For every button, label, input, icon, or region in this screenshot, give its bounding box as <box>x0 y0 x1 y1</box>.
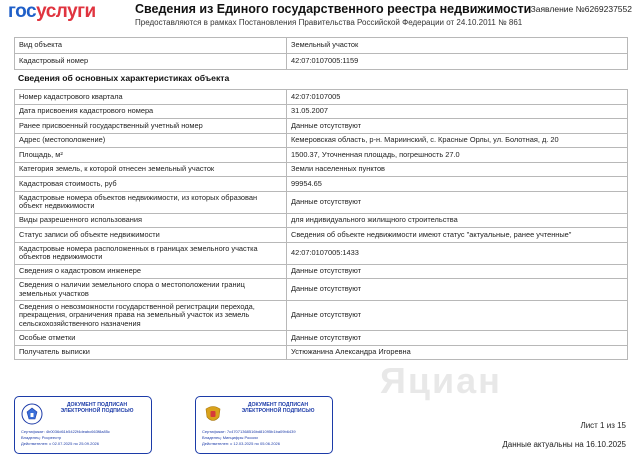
stamp-certificate: Сертификат: 4b0036d61b5422f4deabc663f8a85c <box>21 429 110 434</box>
table-row <box>15 279 628 301</box>
row-label: Площадь, м² <box>15 148 287 163</box>
watermark: Яциан <box>380 360 502 401</box>
table-row <box>15 104 628 119</box>
row-value: 31.05.2007 <box>287 104 628 119</box>
row-value: Устюжанина Александра Игоревна <box>287 345 628 360</box>
row-value: Сведения об объекте недвижимости имеют статус "актуальные, ранее учтенные" <box>287 228 628 243</box>
table-row <box>15 242 628 264</box>
row-value: Земли населенных пунктов <box>287 162 628 177</box>
data-actual-date: Данные актуальны на 16.10.2025 <box>502 440 626 449</box>
row-label: Кадастровые номера объектов недвижимости, из которых образован объект недвижимости <box>15 191 287 213</box>
row-label: Ранее присвоенный государственный учетный номер <box>15 119 287 134</box>
row-label: Получатель выписки <box>15 345 287 360</box>
logo-part-gos: гос <box>8 1 37 22</box>
section-title: Сведения об основных характеристиках объекта <box>18 73 230 83</box>
document-title: Сведения из Единого государственного реестра недвижимости <box>135 2 532 16</box>
row-value: Данные отсутствуют <box>287 331 628 346</box>
row-label: Статус записи об объекте недвижимости <box>15 228 287 243</box>
rosreestr-emblem-icon <box>21 403 43 425</box>
table-row <box>15 162 628 177</box>
row-value: 42:07:0107005 <box>287 90 628 105</box>
row-value: 1500.37, Уточненная площадь, погрешность 27.0 <box>287 148 628 163</box>
row-label: Сведения о наличии земельного спора о местоположении границ земельных участков <box>15 279 287 301</box>
row-value: 42:07:0107005:1159 <box>287 54 628 70</box>
row-label: Адрес (местоположение) <box>15 133 287 148</box>
row-label: Категория земель, к которой отнесен земельный участок <box>15 162 287 177</box>
row-value: Данные отсутствуют <box>287 279 628 301</box>
row-value: Данные отсутствуют <box>287 264 628 279</box>
stamp-validity: Действителен: с 12.03.2025 по 05.06.2026 <box>202 441 280 446</box>
stamp-owner: Владелец: Росреестр <box>21 435 62 440</box>
row-value: Кемеровская область, р-н. Мариинский, с. Красные Орлы, ул. Болотная, д. 20 <box>287 133 628 148</box>
table-row <box>15 331 628 346</box>
row-value: Данные отсутствуют <box>287 191 628 213</box>
row-label: Дата присвоения кадастрового номера <box>15 104 287 119</box>
row-label: Кадастровые номера расположенных в границах земельного участка объектов недвижимости <box>15 242 287 264</box>
row-value: 99954.65 <box>287 177 628 192</box>
stamp-certificate: Сертификат: 7c47071368516bd81095b1ba09b6439 <box>202 429 296 434</box>
row-value: Данные отсутствуют <box>287 119 628 134</box>
table-row <box>15 54 628 70</box>
characteristics-table <box>14 89 628 360</box>
table-row <box>15 301 628 331</box>
gosuslugi-logo <box>8 1 96 23</box>
table-row <box>15 228 628 243</box>
row-value: Земельный участок <box>287 38 628 54</box>
row-label: Кадастровая стоимость, руб <box>15 177 287 192</box>
page-number: Лист 1 из 15 <box>580 421 626 430</box>
table-row <box>15 119 628 134</box>
table-row <box>15 90 628 105</box>
row-label: Сведения о кадастровом инженере <box>15 264 287 279</box>
document-subtitle: Предоставляются в рамках Постановления Правительства Российской Федерации от 24.10.2011 № 861 <box>135 18 523 27</box>
row-label: Особые отметки <box>15 331 287 346</box>
stamp-heading: ДОКУМЕНТ ПОДПИСАН ЭЛЕКТРОННОЙ ПОДПИСЬЮ <box>60 402 134 415</box>
stamp-owner: Владелец: Минцифры России <box>202 435 258 440</box>
stamp-validity: Действителен: с 02.07.2025 по 25.09.2026 <box>21 441 99 446</box>
row-label: Виды разрешенного использования <box>15 213 287 228</box>
logo-part-uslugi: услуги <box>36 1 96 22</box>
table-row <box>15 345 628 360</box>
row-value: Данные отсутствуют <box>287 301 628 331</box>
signature-stamp-rosreestr <box>14 396 152 454</box>
row-label: Вид объекта <box>15 38 287 54</box>
object-table <box>14 37 628 70</box>
row-value: 42:07:0107005:1433 <box>287 242 628 264</box>
table-row <box>15 191 628 213</box>
table-row <box>15 38 628 54</box>
table-row <box>15 133 628 148</box>
table-row <box>15 148 628 163</box>
table-row <box>15 213 628 228</box>
signature-stamp-mintsifry <box>195 396 333 454</box>
row-label: Сведения о невозможности государственной регистрации перехода, прекращения, ограничения права на земельный участок из земель сельскохозяйственного назначения <box>15 301 287 331</box>
row-value: для индивидуального жилищного строительства <box>287 213 628 228</box>
stamp-heading: ДОКУМЕНТ ПОДПИСАН ЭЛЕКТРОННОЙ ПОДПИСЬЮ <box>241 402 315 415</box>
row-label: Кадастровый номер <box>15 54 287 70</box>
application-number: Заявление №6269237552 <box>530 4 632 14</box>
coat-of-arms-icon <box>202 403 224 425</box>
table-row <box>15 264 628 279</box>
row-label: Номер кадастрового квартала <box>15 90 287 105</box>
table-row <box>15 177 628 192</box>
